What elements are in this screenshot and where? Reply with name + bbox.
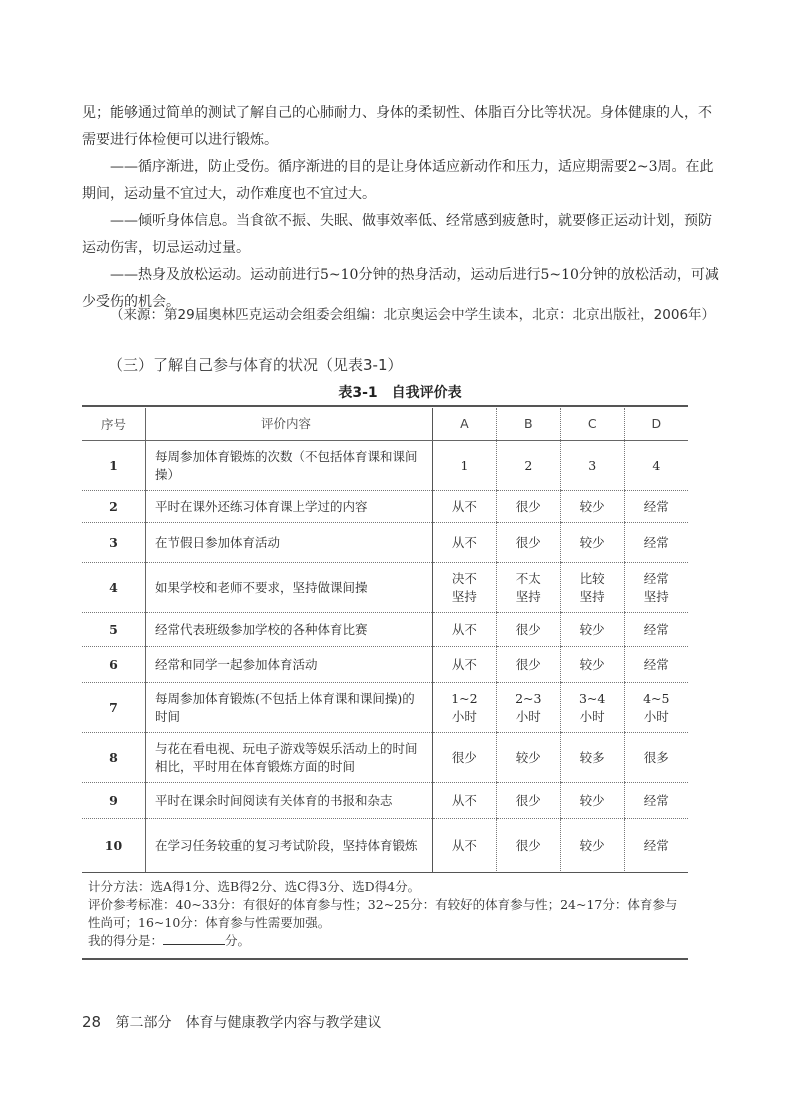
my-score-line [88,932,688,950]
page-number: 28 [82,1013,102,1031]
row-option-a: 1 [433,441,497,491]
row-option-a: 从不 [433,647,497,683]
row-option-a: 1~2小时 [433,683,497,733]
row-option-a: 从不 [433,613,497,647]
my-score-unit: 分。 [225,933,251,948]
row-option-b: 2~3小时 [496,683,560,733]
row-no: 3 [82,523,146,563]
row-option-c: 较少 [560,491,624,523]
table-row [82,523,688,563]
row-option-c: 比较坚持 [560,563,624,613]
row-option-b: 很少 [496,613,560,647]
row-no: 2 [82,491,146,523]
row-option-b: 很少 [496,783,560,819]
table-row [82,563,688,613]
my-score-blank[interactable] [163,932,225,945]
paragraph-1: 见；能够通过简单的测试了解自己的心肺耐力、身体的柔韧性、体脂百分比等状况。身体健康的人，不需要进行体检便可以进行锻炼。 [82,105,712,148]
row-option-d: 经常坚持 [624,563,688,613]
notes-bottom-rule [82,958,688,960]
row-no: 1 [82,441,146,491]
row-no: 4 [82,563,146,613]
self-evaluation-table [82,408,688,873]
table-header-row [82,408,688,441]
table-row [82,683,688,733]
row-item: 与花在看电视、玩电子游戏等娱乐活动上的时间相比，平时用在体育锻炼方面的时间 [146,733,433,783]
my-score-label: 我的得分是： [88,933,164,948]
header-c: C [560,408,624,441]
row-option-a: 从不 [433,491,497,523]
table-row [82,441,688,491]
header-a: A [433,408,497,441]
table-row [82,613,688,647]
paragraph-3: ——倾听身体信息。当食欲不振、失眠、做事效率低、经常感到疲惫时，就要修正运动计划，预防运动伤害，切忌运动过量。 [82,213,712,256]
row-item: 每周参加体育锻炼(不包括上体育课和课间操)的时间 [146,683,433,733]
row-option-b: 很少 [496,523,560,563]
page-footer [82,1012,382,1032]
row-option-b: 不太坚持 [496,563,560,613]
table-row [82,491,688,523]
row-option-b: 2 [496,441,560,491]
row-item: 平时在课外还练习体育课上学过的内容 [146,491,433,523]
row-option-c: 较少 [560,523,624,563]
table-row [82,733,688,783]
paragraph-4: ——热身及放松运动。运动前进行5~10分钟的热身活动，运动后进行5~10分钟的放松活动，可减少受伤的机会。 [82,267,719,310]
row-item: 平时在课余时间阅读有关体育的书报和杂志 [146,783,433,819]
row-option-d: 经常 [624,491,688,523]
row-option-a: 从不 [433,783,497,819]
row-no: 8 [82,733,146,783]
table-bottom-rule [82,872,688,873]
row-option-a: 很少 [433,733,497,783]
row-option-c: 3 [560,441,624,491]
row-no: 7 [82,683,146,733]
paragraph-2: ——循序渐进，防止受伤。循序渐进的目的是让身体适应新动作和压力，适应期需要2~3周。在此期间，运动量不宜过大，动作难度也不宜过大。 [82,159,714,202]
row-option-c: 较少 [560,613,624,647]
row-item: 每周参加体育锻炼的次数（不包括体育课和课间操） [146,441,433,491]
scoring-notes [88,878,688,950]
row-option-c: 较少 [560,647,624,683]
row-option-c: 较多 [560,733,624,783]
row-option-c: 3~4小时 [560,683,624,733]
source-citation: （来源：第29届奥林匹克运动会组委会组编：北京奥运会中学生读本，北京：北京出版社，2006年） [110,307,716,323]
header-item: 评价内容 [146,408,433,441]
row-item: 在节假日参加体育活动 [146,523,433,563]
header-d: D [624,408,688,441]
row-option-d: 经常 [624,819,688,873]
header-no: 序号 [82,408,146,441]
row-option-d: 很多 [624,733,688,783]
row-item: 如果学校和老师不要求，坚持做课间操 [146,563,433,613]
row-option-a: 决不坚持 [433,563,497,613]
header-b: B [496,408,560,441]
row-option-b: 较少 [496,733,560,783]
row-option-d: 经常 [624,647,688,683]
row-option-c: 较少 [560,819,624,873]
row-option-b: 很少 [496,647,560,683]
row-no: 5 [82,613,146,647]
scoring-reference: 评价参考标准：40~33分：有很好的体育参与性；32~25分：有较好的体育参与性；24~17分：体育参与性尚可；16~10分：体育参与性需要加强。 [88,897,678,930]
table-row [82,819,688,873]
row-option-a: 从不 [451,837,477,853]
row-option-d: 4 [624,441,688,491]
row-item: 在学习任务较重的复习考试阶段，坚持体育锻炼 [146,819,433,873]
section-heading: （三）了解自己参与体育的状况（见表3-1） [108,356,403,374]
footer-section-title: 第二部分 体育与健康教学内容与教学建议 [115,1015,382,1031]
row-option-a: 从不 [433,523,497,563]
table-row [82,647,688,683]
table-top-rule [82,405,688,407]
row-option-d: 经常 [624,523,688,563]
row-option-b: 很少 [496,819,560,873]
row-option-d: 4~5小时 [624,683,688,733]
row-no: 10 [82,819,146,873]
scoring-method: 计分方法：选A得1分、选B得2分、选C得3分、选D得4分。 [88,879,421,894]
row-no: 9 [82,783,146,819]
row-option-d: 经常 [624,613,688,647]
row-option-b: 很少 [496,491,560,523]
table-row [82,783,688,819]
table-caption: 表3-1 自我评价表 [338,385,462,401]
row-option-d: 经常 [624,783,688,819]
row-item: 经常和同学一起参加体育活动 [146,647,433,683]
row-no: 6 [82,647,146,683]
row-option-c: 较少 [560,783,624,819]
row-item: 经常代表班级参加学校的各种体育比赛 [146,613,433,647]
